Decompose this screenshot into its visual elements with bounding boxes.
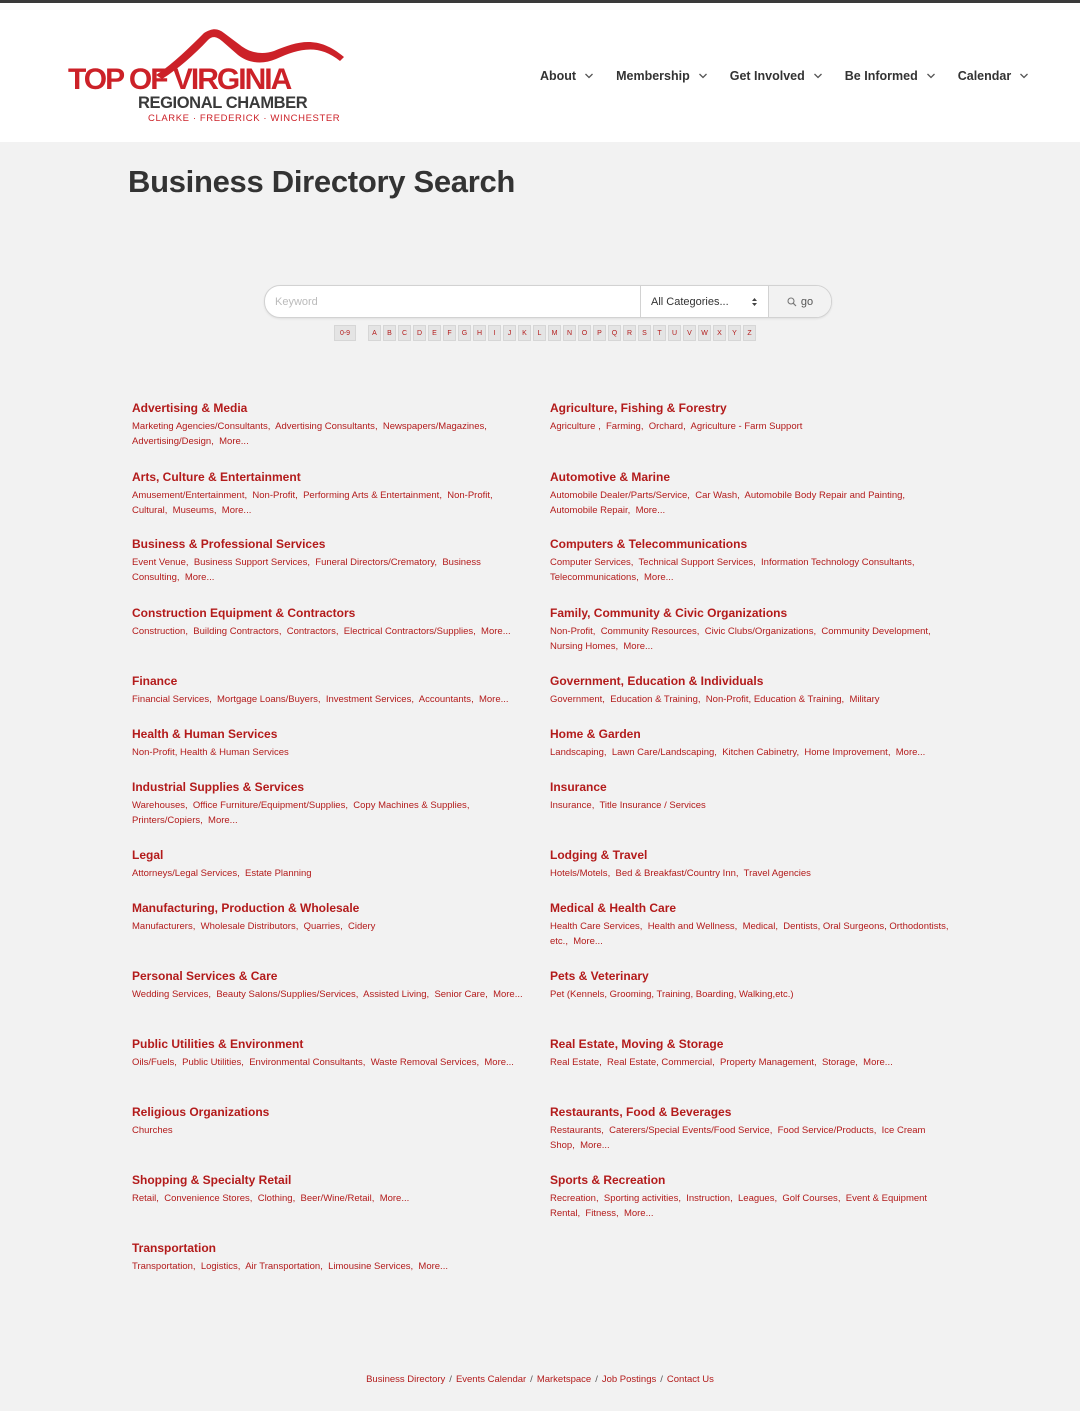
subcategory-list: Insurance, Title Insurance / Services [550, 800, 706, 811]
subcategory-link[interactable]: Warehouses [132, 800, 185, 811]
category-title-link[interactable]: Insurance [550, 780, 607, 794]
subcategory-link[interactable]: Attorneys/Legal Services [132, 868, 238, 879]
category-title-link[interactable]: Finance [132, 674, 178, 688]
select-arrows-icon [751, 297, 758, 307]
subcategory-link[interactable]: Beer/Wine/Retail [300, 1193, 372, 1204]
chevron-down-icon [698, 71, 708, 81]
subcategory-list: Warehouses, Office Furniture/Equipment/Supplies, Copy Machines & Supplies, Printers/Copiers, More... [132, 800, 473, 826]
nav-about[interactable] [540, 65, 594, 87]
category-block [132, 674, 532, 707]
alpha-filter-n[interactable]: N [563, 325, 576, 341]
category-block [132, 901, 532, 934]
subcategory-list: Automobile Dealer/Parts/Service, Car Wash, Automobile Body Repair and Painting, Automobile Repair, More... [550, 490, 908, 516]
subcategory-link[interactable]: Newspapers/Magazines [382, 421, 485, 432]
subcategory-link[interactable]: Estate Planning [245, 868, 312, 879]
subcategory-list: Health Care Services, Health and Wellness, Medical, Dentists, Oral Surgeons, Orthodontists, etc., More... [550, 921, 949, 947]
category-block [550, 470, 950, 518]
subcategory-link[interactable]: Automobile Dealer/Parts/Service [550, 490, 688, 501]
category-select-value: All Categories... [651, 295, 729, 308]
category-title-link[interactable]: Personal Services & Care [132, 969, 278, 983]
subcategory-link[interactable]: Printers/Copiers [132, 815, 201, 826]
alpha-filter-h[interactable]: H [473, 325, 486, 341]
subcategory-link[interactable]: Construction [132, 626, 186, 637]
chevron-down-icon [1019, 71, 1029, 81]
subcategory-link[interactable]: Electrical Contractors/Supplies [343, 626, 474, 637]
subcategory-link[interactable]: Medical [742, 921, 776, 932]
subcategory-link[interactable]: Non-Profit, Education & Training [705, 694, 842, 705]
category-title-link[interactable]: Lodging & Travel [550, 848, 648, 862]
footer-separator: / [530, 1374, 533, 1385]
subcategory-list: Non-Profit, Community Resources, Civic Clubs/Organizations, Community Development, Nursing Homes, More... [550, 626, 934, 652]
category-block [132, 780, 532, 828]
subcategory-link[interactable]: Car Wash [695, 490, 738, 501]
nav-label: Membership [616, 69, 690, 83]
nav-label: About [540, 69, 577, 83]
more-link[interactable]: More... [493, 989, 523, 1000]
subcategory-link[interactable]: Military [849, 694, 880, 705]
subcategory-link[interactable]: Performing Arts & Entertainment [303, 490, 440, 501]
category-title-link[interactable]: Shopping & Specialty Retail [132, 1173, 292, 1187]
subcategory-link[interactable]: Non-Profit [550, 626, 593, 637]
subcategory-link[interactable]: Information Technology Consultants [761, 557, 912, 568]
subcategory-link[interactable]: Quarries [303, 921, 341, 932]
subcategory-link[interactable]: Title Insurance / Services [599, 800, 706, 811]
subcategory-link[interactable]: Investment Services [325, 694, 412, 705]
subcategory-list [550, 987, 950, 1002]
alpha-filter-t[interactable]: T [653, 325, 666, 341]
subcategory-link[interactable]: Transportation [132, 1261, 193, 1272]
category-title-link[interactable]: Home & Garden [550, 727, 641, 741]
subcategory-link[interactable]: Orchard [648, 421, 684, 432]
alpha-filter-q[interactable]: Q [608, 325, 621, 341]
subcategory-list: Restaurants, Caterers/Special Events/Food Service, Food Service/Products, Ice Cream Shop, More... [550, 1125, 926, 1151]
subcategory-link[interactable]: Logistics [200, 1261, 238, 1272]
subcategory-list [132, 745, 532, 760]
subcategory-link[interactable]: Agriculture [550, 421, 599, 432]
category-title-link[interactable]: Manufacturing, Production & Wholesale [132, 901, 360, 915]
subcategory-link[interactable]: Office Furniture/Equipment/Supplies [192, 800, 346, 811]
footer-link-job-postings[interactable]: Job Postings [601, 1374, 657, 1385]
subcategory-link[interactable]: Bed & Breakfast/Country Inn [615, 868, 736, 879]
subcategory-list: Government, Education & Training, Non-Profit, Education & Training, Military [550, 694, 880, 705]
alpha-filter-0-9[interactable]: 0-9 [334, 325, 356, 341]
category-block [132, 1241, 532, 1274]
category-block [132, 1037, 532, 1070]
subcategory-link[interactable]: Copy Machines & Supplies [353, 800, 467, 811]
subcategory-link[interactable]: Dentists, Oral Surgeons, Orthodontists, etc. [550, 921, 949, 947]
alpha-filter-x[interactable]: X [713, 325, 726, 341]
subcategory-link[interactable]: Community Development [821, 626, 929, 637]
category-block [132, 1105, 532, 1138]
subcategory-link[interactable]: Agriculture - Farm Support [690, 421, 803, 432]
alpha-filter-d[interactable]: D [413, 325, 426, 341]
alpha-filter-k[interactable]: K [518, 325, 531, 341]
category-block [550, 1105, 950, 1153]
category-title-link[interactable]: Family, Community & Civic Organizations [550, 606, 788, 620]
subcategory-link[interactable]: Home Improvement [804, 747, 888, 758]
nav-label: Be Informed [844, 69, 918, 83]
subcategory-link[interactable]: Ice Cream Shop [550, 1125, 926, 1151]
subcategory-link[interactable]: Insurance [550, 800, 592, 811]
subcategory-link[interactable]: Environmental Consultants [249, 1057, 363, 1068]
subcategory-link[interactable]: Automobile Body Repair and Painting [744, 490, 903, 501]
main-nav [540, 65, 1051, 87]
subcategory-link[interactable]: Public Utilities [182, 1057, 242, 1068]
subcategory-link[interactable]: Health Care Services [550, 921, 640, 932]
alpha-filter-b[interactable]: B [383, 325, 396, 341]
subcategory-link[interactable]: Beauty Salons/Supplies/Services [216, 989, 356, 1000]
subcategory-link[interactable]: Cidery [347, 921, 376, 932]
subcategory-link[interactable]: Non-Profit, Health & Human Services [132, 747, 289, 758]
subcategory-list: Construction, Building Contractors, Contractors, Electrical Contractors/Supplies, More... [132, 626, 511, 637]
more-link[interactable]: More... [184, 572, 215, 583]
nav-get-involved[interactable] [730, 65, 823, 87]
directory-search-bar [264, 285, 832, 318]
subcategory-link[interactable]: Food Service/Products [777, 1125, 874, 1136]
subcategory-link[interactable]: Community Resources [600, 626, 697, 637]
more-link[interactable]: More... [580, 1140, 610, 1151]
subcategory-link[interactable]: Real Estate, Commercial [607, 1057, 713, 1068]
alphabet-filter [334, 325, 758, 341]
alpha-filter-g[interactable]: G [458, 325, 471, 341]
category-title-link[interactable]: Advertising & Media [132, 401, 248, 415]
subcategory-link[interactable]: Wholesale Distributors [200, 921, 296, 932]
subcategory-link[interactable]: Advertising/Design [132, 436, 212, 447]
more-link[interactable]: More... [573, 936, 603, 947]
subcategory-list: Agriculture , Farming, Orchard, Agriculture - Farm Support [550, 421, 803, 432]
alpha-filter-i[interactable]: I [488, 325, 501, 341]
subcategory-link[interactable]: Golf Courses [782, 1193, 838, 1204]
chamber-logo[interactable] [62, 23, 362, 127]
subcategory-link[interactable]: Instruction [686, 1193, 731, 1204]
subcategory-list: Manufacturers, Wholesale Distributors, Quarries, Cidery [132, 921, 376, 932]
subcategory-link[interactable]: Mortgage Loans/Buyers [217, 694, 318, 705]
alpha-filter-o[interactable]: O [578, 325, 591, 341]
footer-separator: / [595, 1374, 598, 1385]
subcategory-list: Computer Services, Technical Support Services, Information Technology Consultants, Telecommunications, More... [550, 557, 918, 583]
footer-link-marketspace[interactable]: Marketspace [536, 1374, 592, 1385]
footer-link-business-directory[interactable]: Business Directory [366, 1374, 446, 1385]
subcategory-link[interactable]: Sporting activities [603, 1193, 679, 1204]
subcategory-link[interactable]: Farming [605, 421, 641, 432]
subcategory-link[interactable]: Churches [132, 1125, 173, 1136]
subcategory-list [132, 1123, 532, 1138]
subcategory-link[interactable]: Civic Clubs/Organizations [704, 626, 814, 637]
more-link[interactable]: More... [644, 572, 674, 583]
subcategory-link[interactable]: Business Support Services [193, 557, 308, 568]
more-link[interactable]: More... [418, 1261, 448, 1272]
subcategory-link[interactable]: Retail [132, 1193, 157, 1204]
alpha-filter-y[interactable]: Y [728, 325, 741, 341]
subcategory-link[interactable]: Travel Agencies [743, 868, 811, 879]
category-block [550, 969, 950, 1002]
category-block [132, 848, 532, 881]
subcategory-list: Wedding Services, Beauty Salons/Supplies/Services, Assisted Living, Senior Care, More... [132, 989, 523, 1000]
category-select[interactable] [641, 286, 769, 317]
alpha-filter-c[interactable]: C [398, 325, 411, 341]
category-block [550, 727, 950, 760]
category-block [132, 969, 532, 1002]
alpha-filter-e[interactable]: E [428, 325, 441, 341]
subcategory-list: Oils/Fuels, Public Utilities, Environmental Consultants, Waste Removal Services, More... [132, 1057, 514, 1068]
more-link[interactable]: More... [221, 505, 252, 516]
category-block [550, 1173, 950, 1221]
more-link[interactable]: More... [481, 626, 511, 637]
category-title-link[interactable]: Industrial Supplies & Services [132, 780, 305, 794]
svg-text:CLARKE · FREDERICK · WINCHESTE: CLARKE · FREDERICK · WINCHESTER [148, 113, 341, 124]
subcategory-link[interactable]: Contractors [286, 626, 336, 637]
alpha-filter-a[interactable]: A [368, 325, 381, 341]
svg-text:TOP OF VIRGINIA: TOP OF VIRGINIA [68, 63, 291, 96]
subcategory-list: Event Venue, Business Support Services, Funeral Directors/Crematory, Business Consulting, More... [132, 557, 481, 583]
subcategory-link[interactable]: Leagues [738, 1193, 775, 1204]
subcategory-link[interactable]: Health and Wellness [647, 921, 735, 932]
more-link[interactable]: More... [484, 1057, 514, 1068]
more-link[interactable]: More... [219, 436, 249, 447]
category-title-link[interactable]: Health & Human Services [132, 727, 278, 741]
subcategory-link[interactable]: Advertising Consultants [275, 421, 375, 432]
subcategory-link[interactable]: Property Management [720, 1057, 815, 1068]
subcategory-list: Transportation, Logistics, Air Transportation, Limousine Services, More... [132, 1261, 448, 1272]
alpha-filter-v[interactable]: V [683, 325, 696, 341]
category-block [550, 780, 950, 813]
category-title-link[interactable]: Real Estate, Moving & Storage [550, 1037, 724, 1051]
alpha-filter-j[interactable]: J [503, 325, 516, 341]
subcategory-link[interactable]: Air Transportation [245, 1261, 321, 1272]
go-button[interactable] [769, 286, 831, 317]
keyword-input[interactable] [265, 286, 641, 317]
subcategory-link[interactable]: Marketing Agencies/Consultants [132, 421, 268, 432]
alpha-filter-p[interactable]: P [593, 325, 606, 341]
subcategory-list: Amusement/Entertainment, Non-Profit, Performing Arts & Entertainment, Non-Profit, Cultural, Museums, More... [132, 490, 493, 516]
nav-label: Calendar [957, 69, 1012, 83]
subcategory-link[interactable]: Financial Services [132, 694, 210, 705]
subcategory-link[interactable]: Kitchen Cabinetry [722, 747, 797, 758]
subcategory-link[interactable]: Accountants [418, 694, 472, 705]
more-link[interactable]: More... [895, 747, 926, 758]
subcategory-list: Recreation, Sporting activities, Instruction, Leagues, Golf Courses, Event & Equipment Rental, Fitness, More... [550, 1193, 928, 1219]
category-block [550, 537, 950, 585]
category-title-link[interactable]: Automotive & Marine [550, 470, 671, 484]
subcategory-link[interactable]: Business Consulting [132, 557, 481, 583]
category-title-link[interactable]: Medical & Health Care [550, 901, 677, 915]
category-title-link[interactable]: Legal [132, 848, 164, 862]
more-link[interactable]: More... [635, 505, 666, 516]
category-title-link[interactable]: Restaurants, Food & Beverages [550, 1105, 732, 1119]
subcategory-link[interactable]: Clothing [257, 1193, 293, 1204]
chevron-down-icon [813, 71, 823, 81]
subcategory-list: Marketing Agencies/Consultants, Advertising Consultants, Newspapers/Magazines, Advertising/Design, More... [132, 421, 490, 447]
subcategory-link[interactable]: Real Estate [550, 1057, 600, 1068]
more-link[interactable]: More... [208, 815, 238, 826]
subcategory-link[interactable]: Computer Services [550, 557, 631, 568]
chevron-down-icon [926, 71, 936, 81]
subcategory-link[interactable]: Senior Care [434, 989, 486, 1000]
subcategory-link[interactable]: Restaurants [550, 1125, 602, 1136]
nav-label: Get Involved [729, 69, 805, 83]
category-block [550, 901, 950, 949]
subcategory-link[interactable]: Lawn Care/Landscaping [611, 747, 715, 758]
subcategory-link[interactable]: Pet (Kennels, Grooming, Training, Boarding, Walking,etc.) [550, 989, 794, 1000]
category-block [132, 470, 532, 518]
nav-membership[interactable] [616, 65, 708, 87]
nav-calendar[interactable] [958, 65, 1030, 87]
category-title-link[interactable]: Transportation [132, 1241, 217, 1255]
alpha-filter-l[interactable]: L [533, 325, 546, 341]
site-header [0, 3, 1080, 142]
more-link[interactable]: More... [863, 1057, 893, 1068]
subcategory-link[interactable]: Telecommunications [550, 572, 637, 583]
subcategory-link[interactable]: Caterers/Special Events/Food Service [609, 1125, 770, 1136]
subcategory-list: Financial Services, Mortgage Loans/Buyers, Investment Services, Accountants, More... [132, 694, 509, 705]
more-link[interactable]: More... [478, 694, 509, 705]
svg-text:REGIONAL CHAMBER: REGIONAL CHAMBER [138, 94, 308, 112]
alpha-filter-s[interactable]: S [638, 325, 651, 341]
more-link[interactable]: More... [379, 1193, 410, 1204]
category-title-link[interactable]: Pets & Veterinary [550, 969, 649, 983]
category-title-link[interactable]: Religious Organizations [132, 1105, 270, 1119]
category-block [550, 606, 950, 654]
search-icon [787, 297, 797, 307]
subcategory-link[interactable]: Limousine Services [328, 1261, 411, 1272]
subcategory-link[interactable]: Non-Profit, Cultural [132, 490, 493, 516]
subcategory-list: Landscaping, Lawn Care/Landscaping, Kitchen Cabinetry, Home Improvement, More... [550, 747, 926, 758]
subcategory-link[interactable]: Waste Removal Services [370, 1057, 477, 1068]
alpha-filter-u[interactable]: U [668, 325, 681, 341]
subcategory-link[interactable]: Automobile Repair [550, 505, 628, 516]
footer-link-events-calendar[interactable]: Events Calendar [455, 1374, 527, 1385]
nav-be-informed[interactable] [845, 65, 936, 87]
subcategory-link[interactable]: Museums [172, 505, 214, 516]
category-title-link[interactable]: Government, Education & Individuals [550, 674, 764, 688]
category-block [132, 537, 532, 585]
footer-links [0, 1374, 1080, 1385]
category-block [550, 401, 950, 434]
more-link[interactable]: More... [623, 1208, 654, 1219]
alpha-filter-w[interactable]: W [698, 325, 711, 341]
go-label: go [800, 295, 814, 308]
subcategory-link[interactable]: Amusement/Entertainment [132, 490, 245, 501]
subcategory-link[interactable]: Assisted Living [363, 989, 427, 1000]
category-title-link[interactable]: Sports & Recreation [550, 1173, 666, 1187]
subcategory-list: Attorneys/Legal Services, Estate Planning [132, 868, 312, 879]
category-title-link[interactable]: Construction Equipment & Contractors [132, 606, 356, 620]
footer-separator: / [449, 1374, 452, 1385]
alpha-filter-r[interactable]: R [623, 325, 636, 341]
footer-link-contact-us[interactable]: Contact Us [666, 1374, 714, 1385]
subcategory-link[interactable]: Wedding Services [132, 989, 209, 1000]
alpha-filter-z[interactable]: Z [743, 325, 756, 341]
chevron-down-icon [584, 71, 594, 81]
subcategory-link[interactable]: Storage [821, 1057, 856, 1068]
subcategory-link[interactable]: Recreation [550, 1193, 596, 1204]
category-block [550, 1037, 950, 1070]
alpha-filter-f[interactable]: F [443, 325, 456, 341]
subcategory-link[interactable]: Landscaping [550, 747, 604, 758]
category-title-link[interactable]: Agriculture, Fishing & Forestry [550, 401, 727, 415]
category-block [132, 606, 532, 639]
subcategory-link[interactable]: Manufacturers [132, 921, 193, 932]
subcategory-link[interactable]: Event & Equipment Rental [550, 1193, 928, 1219]
subcategory-link[interactable]: Fitness [585, 1208, 617, 1219]
page-title: Business Directory Search [128, 164, 516, 199]
alpha-filter-m[interactable]: M [548, 325, 561, 341]
subcategory-link[interactable]: Convenience Stores [164, 1193, 250, 1204]
category-title-link[interactable]: Arts, Culture & Entertainment [132, 470, 301, 484]
subcategory-list: Hotels/Motels, Bed & Breakfast/Country Inn, Travel Agencies [550, 868, 811, 879]
category-block [132, 727, 532, 760]
category-block [132, 1173, 532, 1206]
more-link[interactable]: More... [623, 641, 653, 652]
subcategory-link[interactable]: Nursing Homes [550, 641, 616, 652]
subcategory-link[interactable]: Oils/Fuels [132, 1057, 175, 1068]
category-block [550, 848, 950, 881]
category-title-link[interactable]: Business & Professional Services [132, 537, 326, 551]
category-title-link[interactable]: Computers & Telecommunications [550, 537, 748, 551]
subcategory-link[interactable]: Education & Training [610, 694, 698, 705]
subcategory-link[interactable]: Funeral Directors/Crematory [315, 557, 435, 568]
subcategory-link[interactable]: Government [550, 694, 603, 705]
subcategory-list: Retail, Convenience Stores, Clothing, Beer/Wine/Retail, More... [132, 1193, 410, 1204]
footer-separator: / [660, 1374, 663, 1385]
category-block [550, 674, 950, 707]
subcategory-link[interactable]: Non-Profit [252, 490, 296, 501]
subcategory-link[interactable]: Hotels/Motels [550, 868, 608, 879]
subcategory-link[interactable]: Event Venue [132, 557, 186, 568]
category-block [132, 401, 532, 449]
category-title-link[interactable]: Public Utilities & Environment [132, 1037, 304, 1051]
subcategory-link[interactable]: Building Contractors [193, 626, 279, 637]
subcategory-list: Real Estate, Real Estate, Commercial, Property Management, Storage, More... [550, 1057, 893, 1068]
subcategory-link[interactable]: Technical Support Services [638, 557, 754, 568]
